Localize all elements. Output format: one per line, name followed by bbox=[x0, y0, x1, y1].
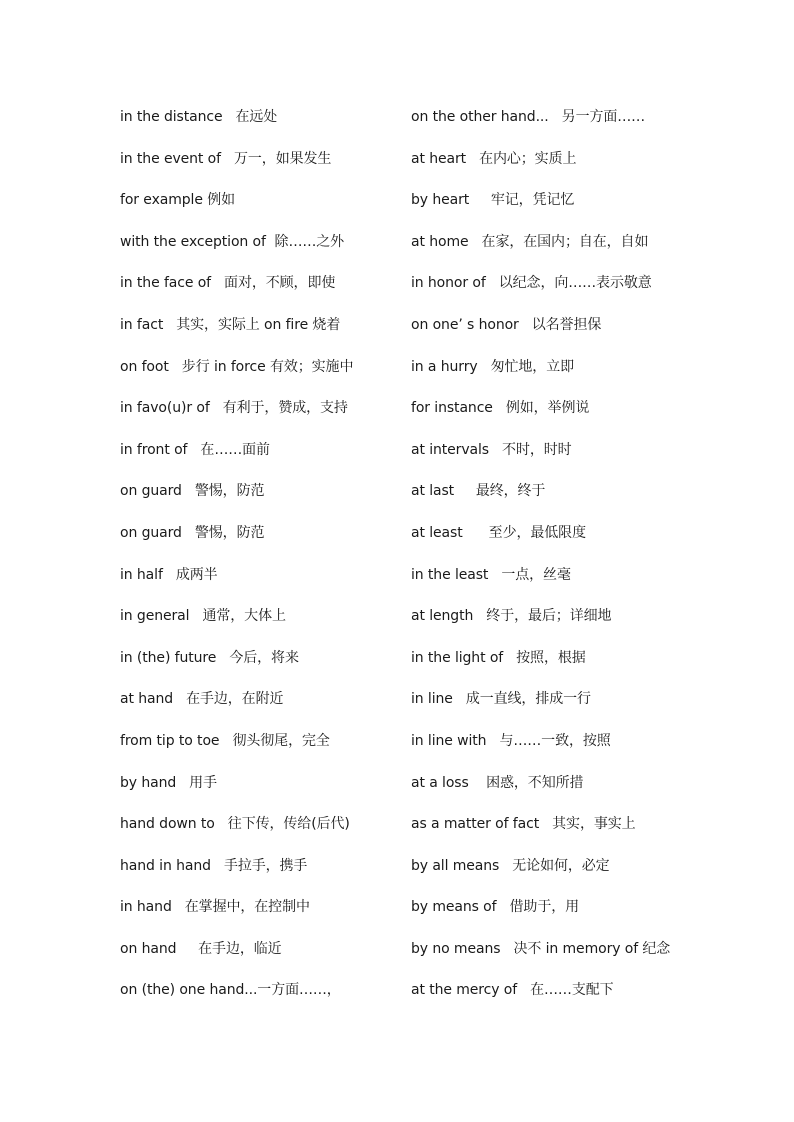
phrase-entry: at length 终于，最后；详细地 bbox=[411, 608, 612, 625]
phrase-entry: in the least 一点，丝毫 bbox=[411, 566, 571, 583]
phrase-entry: by no means 决不 in memory of 纪念 bbox=[411, 940, 671, 957]
phrase-entry: in general 通常，大体上 bbox=[120, 608, 286, 625]
phrase-entry: in a hurry 匆忙地，立即 bbox=[411, 358, 574, 375]
phrase-entry: for example 例如 bbox=[120, 192, 236, 209]
phrase-entry: in favo(u)r of 有利于，赞成，支持 bbox=[120, 400, 348, 417]
phrase-entry: in the distance 在远处 bbox=[120, 109, 278, 125]
phrase-entry: on foot 步行 in force 有效；实施中 bbox=[120, 358, 354, 375]
phrase-entry: at hand 在手边，在附近 bbox=[120, 691, 284, 708]
phrase-entry: in (the) future 今后，将来 bbox=[120, 649, 299, 666]
right-phrase-column bbox=[411, 104, 731, 1019]
phrase-entry: hand in hand 手拉手，携手 bbox=[120, 857, 308, 874]
phrase-entry: in half 成两半 bbox=[120, 566, 218, 583]
phrase-entry: at last 最终，终于 bbox=[411, 483, 546, 500]
phrase-entry: on guard 警惕，防范 bbox=[120, 524, 265, 541]
phrase-entry: by means of 借助于，用 bbox=[411, 899, 580, 916]
phrase-entry: in the event of 万一，如果发生 bbox=[120, 150, 332, 167]
phrase-entry: at the mercy of 在……支配下 bbox=[411, 982, 614, 999]
phrase-entry: in line 成一直线，排成一行 bbox=[411, 691, 591, 708]
phrase-entry: at heart 在内心；实质上 bbox=[411, 150, 577, 167]
phrase-entry: in the light of 按照，根据 bbox=[411, 649, 586, 666]
phrase-entry: on (the) one hand...一方面……， bbox=[120, 982, 341, 999]
phrase-entry: in hand 在掌握中，在控制中 bbox=[120, 899, 310, 916]
phrase-entry: on hand 在手边，临近 bbox=[120, 940, 282, 957]
phrase-entry: by all means 无论如何，必定 bbox=[411, 857, 610, 874]
phrase-entry: in honor of 以纪念，向……表示敬意 bbox=[411, 275, 652, 292]
phrase-entry: in front of 在……面前 bbox=[120, 441, 270, 458]
phrase-entry: at home 在家，在国内；自在，自如 bbox=[411, 233, 649, 250]
phrase-entry: by heart 牢记，凭记忆 bbox=[411, 192, 575, 209]
phrase-entry: at intervals 不时，时时 bbox=[411, 441, 572, 458]
phrase-entry: hand down to 往下传，传给(后代) bbox=[120, 816, 350, 833]
phrase-entry: at a loss 困惑，不知所措 bbox=[411, 774, 584, 791]
phrase-entry: as a matter of fact 其实，事实上 bbox=[411, 816, 636, 833]
phrase-entry: with the exception of 除……之外 bbox=[120, 233, 345, 250]
phrase-entry: on guard 警惕，防范 bbox=[120, 483, 265, 500]
phrase-entry: on one’ s honor 以名誉担保 bbox=[411, 316, 602, 333]
phrase-entry: in line with 与……一致，按照 bbox=[411, 732, 611, 749]
phrase-entry: at least 至少，最低限度 bbox=[411, 524, 586, 541]
left-phrase-column bbox=[120, 104, 420, 1019]
phrase-entry: in fact 其实，实际上 on fire 烧着 bbox=[120, 316, 341, 333]
phrase-entry: for instance 例如，举例说 bbox=[411, 400, 590, 417]
phrase-entry: on the other hand... 另一方面…… bbox=[411, 109, 646, 125]
phrase-entry: in the face of 面对，不顾，即使 bbox=[120, 275, 336, 292]
phrase-entry: from tip to toe 彻头彻尾，完全 bbox=[120, 732, 330, 749]
phrase-entry: by hand 用手 bbox=[120, 774, 217, 791]
